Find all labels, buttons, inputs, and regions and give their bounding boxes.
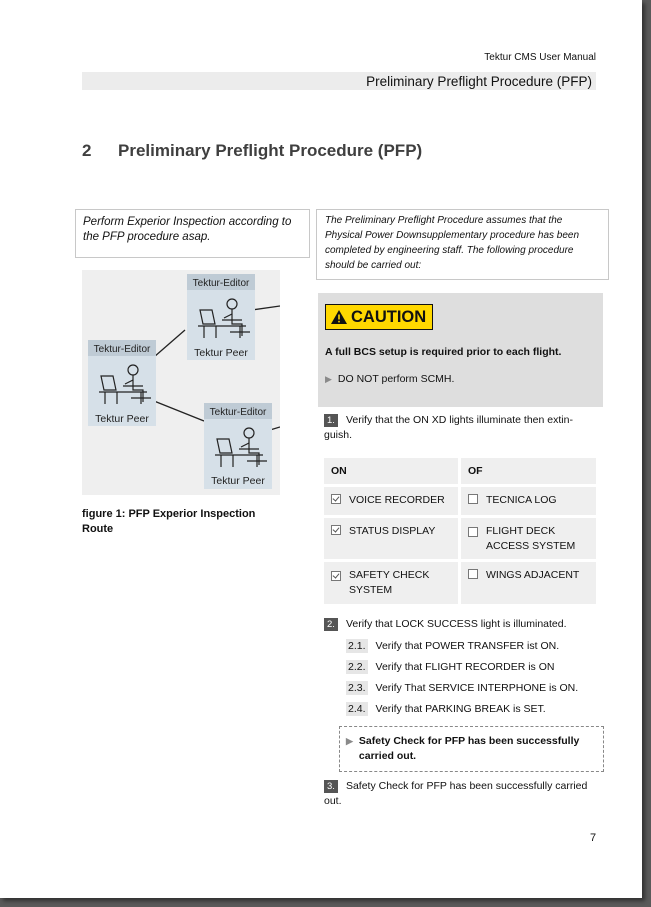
caution-label: CAUTION — [351, 307, 427, 326]
table-cell-off: WINGS ADJACENT — [461, 562, 596, 604]
chapter-title: Preliminary Preflight Procedure (PFP) — [118, 141, 423, 160]
node-role: Tektur-Editor — [192, 278, 250, 289]
step-3 — [324, 779, 594, 809]
step-number: 3. — [324, 780, 338, 793]
caution-box — [318, 293, 603, 407]
node-role: Tektur-Editor — [209, 407, 267, 418]
node-role: Tektur-Editor — [93, 344, 151, 355]
table-header-off: OF — [461, 458, 596, 484]
caution-text: A full BCS setup is required prior to each flight. — [325, 346, 562, 358]
page-number: 7 — [590, 832, 597, 844]
note-right: The Preliminary Preflight Procedure assumes that the Physical Power Downsupplementary procedure has been completed by engineering staff. The following procedure should be carried out: — [316, 209, 609, 280]
checkbox-unchecked[interactable] — [468, 527, 478, 537]
checkbox-checked[interactable] — [331, 571, 341, 581]
caution-item — [325, 373, 454, 385]
substep: 2.4. Verify that PARKING BREAK is SET. — [348, 703, 546, 715]
table-cell-off: FLIGHT DECK ACCESS SYSTEM — [461, 518, 596, 559]
step-text: Safety Check for PFP has been successfully carried out. — [324, 780, 588, 807]
manual-title: Tektur CMS User Manual — [484, 52, 596, 63]
substep: 2.2. Verify that FLIGHT RECORDER is ON — [348, 661, 555, 673]
peer-node-bottom — [204, 403, 272, 489]
network-diagram — [82, 270, 280, 495]
table-cell-on: SAFETY CHECK SYSTEM — [324, 562, 458, 604]
table-header-on: ON — [324, 458, 458, 484]
substep: 2.3. Verify That SERVICE INTERPHONE is ON. — [348, 682, 579, 694]
section-header-title: Preliminary Preflight Procedure (PFP) — [366, 74, 592, 89]
warning-icon — [330, 309, 348, 325]
chapter-number: 2 — [82, 141, 92, 160]
peer-node-top — [187, 274, 255, 360]
step-text: Verify that LOCK SUCCESS light is illuminated. — [345, 618, 567, 630]
step-number: 2. — [324, 618, 338, 631]
connector-line — [154, 330, 185, 357]
checkbox-unchecked[interactable] — [468, 569, 478, 579]
triangle-right-icon: ▶ — [346, 736, 353, 746]
connector-line — [252, 306, 280, 310]
checkbox-unchecked[interactable] — [468, 494, 478, 504]
table-cell-on: VOICE RECORDER — [324, 487, 458, 515]
checkbox-checked[interactable] — [331, 494, 341, 504]
node-name: Tektur Peer — [95, 413, 149, 425]
step-1 — [324, 413, 592, 443]
substep: 2.1. Verify that POWER TRANSFER ist ON. — [348, 640, 560, 652]
chapter-heading — [82, 141, 422, 161]
figure-caption: figure 1: PFP Experior Inspection Route — [82, 508, 256, 535]
node-name: Tektur Peer — [211, 475, 265, 487]
table-cell-on: STATUS DISPLAY — [324, 518, 458, 559]
checkbox-checked[interactable] — [331, 525, 341, 535]
table-cell-off: TECNICA LOG — [461, 487, 596, 515]
peer-node-left — [88, 340, 156, 426]
step-text: Verify that the ON XD lights illuminate then extin-guish. — [324, 414, 573, 441]
step-2 — [324, 618, 567, 631]
connector-line — [154, 401, 204, 421]
caution-item-text: DO NOT perform SCMH. — [337, 373, 455, 385]
step-number: 1. — [324, 414, 338, 427]
triangle-right-icon: ▶ — [325, 374, 332, 384]
inspection-route-figure — [82, 270, 280, 495]
note-left: Perform Experior Inspection according to the PFP procedure asap. — [75, 209, 310, 258]
result-note: ▶ Safety Check for PFP has been successfully carried out. — [346, 735, 580, 762]
node-name: Tektur Peer — [194, 347, 248, 359]
status-table — [324, 458, 596, 604]
result-note-box — [339, 726, 604, 772]
caution-badge — [325, 304, 433, 330]
